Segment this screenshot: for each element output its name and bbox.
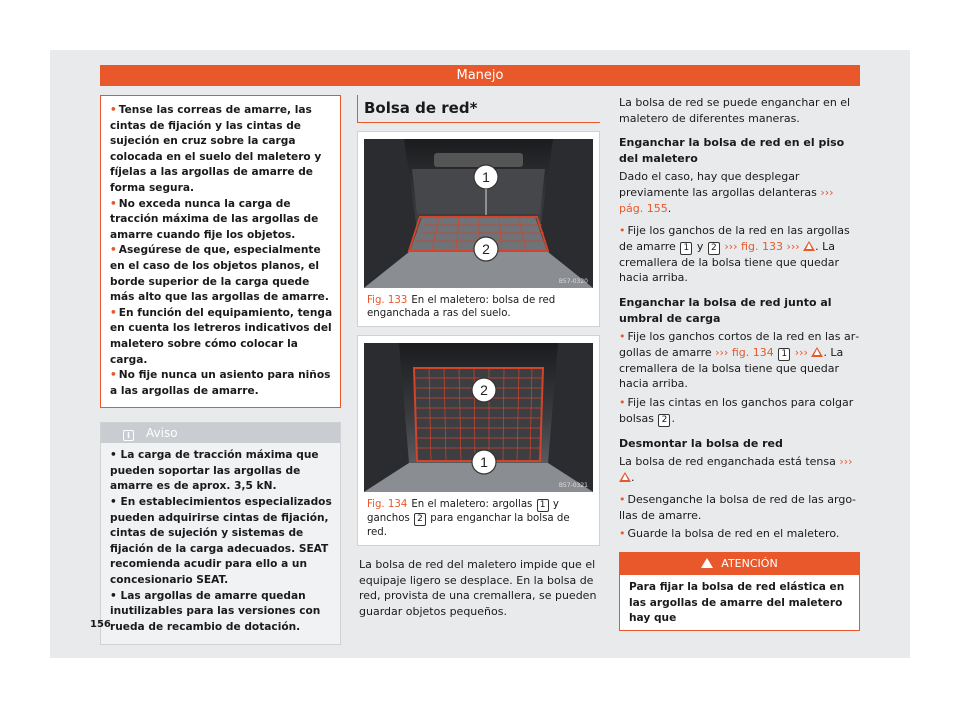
list-item: • Desenganche la bolsa de red de las argollas de amarre. — [619, 493, 857, 522]
callout-badge: 2 — [658, 414, 670, 427]
bullet-icon: • — [619, 330, 626, 344]
left-column — [100, 95, 340, 645]
middle-column — [357, 95, 600, 619]
note-header — [101, 423, 340, 443]
caution-header — [620, 553, 859, 575]
callout-2: 1 — [482, 169, 490, 185]
xref-arrow: ››› — [820, 185, 834, 199]
subheading: Enganchar la bolsa de red en el piso del maletero — [619, 136, 845, 165]
warning-box — [100, 95, 341, 408]
note-body — [101, 443, 340, 644]
note-box — [100, 422, 341, 645]
trunk-hanging-net-image — [364, 343, 593, 492]
list-item: • Guarde la bolsa de red en el maletero. — [619, 527, 840, 541]
callout-badge: 2 — [708, 242, 720, 255]
xref-arrow: ››› — [839, 455, 853, 469]
figure-134 — [357, 335, 600, 546]
body-paragraph: La bolsa de red del maletero impide que el equipaje ligero se desplace. En la bolsa de red, provista de una cremallera, se pueden guardar objetos pequeños. — [359, 558, 597, 618]
bullet-icon: • — [619, 224, 626, 238]
warning-triangle-icon — [803, 241, 815, 251]
list-item: • Fije las cintas en los ganchos para colgar bolsas 2 . — [619, 395, 854, 425]
warning-item: • Asegúrese de que, especialmente en el caso de los objetos planos, el borde superior de la carga quede más alto que las argollas de amarre. — [110, 244, 329, 304]
page-link[interactable]: pág. 155 — [619, 201, 668, 215]
xref-arrow: ››› — [794, 345, 808, 359]
warning-triangle-icon — [811, 347, 823, 357]
subheading: Enganchar la bolsa de red junto al umbral de carga — [619, 295, 832, 325]
list-item: • Fije los ganchos de la red en las argollas de amarre 1 y 2 ››› fig. 133 ››› . La cremallera de la bolsa tiene que quedar hacia arriba. — [619, 224, 850, 285]
warning-item: • No exceda nunca la carga de tracción máxima de las argollas de amarre cuando fije los objetos. — [110, 197, 319, 241]
image-code: B57-0321 — [558, 482, 588, 489]
caution-text: Para fijar la bolsa de red elástica en las argollas de amarre del maletero hay que — [629, 581, 845, 625]
callout-badge: 1 — [537, 499, 549, 512]
callout-badge: 1 — [778, 348, 790, 361]
warning-item: • En función del equipamiento, tenga en cuenta los letreros indicativos del maletero sobre cómo colocar la carga. — [110, 306, 333, 366]
bullet-icon: • — [619, 527, 626, 541]
figure-number: Fig. 134 — [367, 499, 408, 510]
figure-link[interactable]: fig. 134 — [731, 345, 774, 359]
callout-1: 1 — [480, 454, 488, 470]
list-item: • Fije los ganchos cortos de la red en las argollas de amarre ››› fig. 134 1 ››› . La cremallera de la bolsa tiene que quedar hacia arriba. — [619, 330, 860, 391]
bullet-icon: • — [110, 197, 117, 210]
figure-number: Fig. 133 — [367, 295, 408, 306]
xref-arrow: ››› — [786, 239, 800, 253]
caution-title: ATENCIÓN — [721, 557, 778, 571]
info-icon: i — [123, 430, 134, 441]
body-paragraph: La bolsa de red enganchada está tensa ››› . — [619, 455, 853, 484]
warning-triangle-icon — [701, 558, 713, 568]
right-column — [619, 95, 860, 631]
figure-caption: Fig. 133 En el maletero: bolsa de red enganchada a ras del suelo. — [367, 295, 556, 319]
section-header: Manejo — [100, 65, 860, 86]
section-title: Bolsa de red* — [357, 95, 600, 123]
note-item: • Las argollas de amarre quedan inutilizables para las versiones con rueda de recambio de dotación. — [110, 589, 321, 633]
bullet-icon: • — [619, 395, 626, 409]
note-title: Aviso — [146, 426, 178, 441]
xref-arrow: ››› — [715, 345, 729, 359]
trunk-floor-net-image — [364, 139, 593, 288]
figure-133 — [357, 131, 600, 327]
callout-2: 2 — [480, 382, 488, 398]
warning-triangle-icon — [619, 472, 631, 482]
warning-item: • Tense las correas de amarre, las cintas de fijación y las cintas de sujeción en cruz sobre la carga colocada en el suelo del maletero y fíjelas a las argollas de amarre de forma segura. — [110, 104, 322, 194]
bullet-icon: • — [110, 104, 117, 116]
image-code: B57-0320 — [558, 278, 588, 285]
intro-paragraph: La bolsa de red se puede enganchar en el maletero de diferentes maneras. — [619, 96, 851, 125]
bullet-icon: • — [619, 493, 626, 507]
bullet-icon: • — [110, 449, 121, 462]
bullet-icon: • — [110, 306, 117, 319]
bullet-icon: • — [110, 496, 121, 509]
note-item: • La carga de tracción máxima que pueden soportar las argollas de amarre es de aprox. 3,5 kN. — [110, 449, 319, 493]
bullet-icon: • — [110, 369, 117, 382]
callout-1: 2 — [482, 241, 490, 257]
callout-badge: 1 — [680, 242, 692, 255]
note-item: • En establecimientos especializados pueden adquirirse cintas de fijación, cintas de sujeción y sistemas de fijación de la carga adecuados. SEAT recomienda acudir para ello a un concesionario SEAT. — [110, 496, 332, 587]
warning-item: • No fije nunca un asiento para niños a las argollas de amarre. — [110, 369, 331, 397]
page-number: 156 — [90, 619, 111, 630]
trunk-illustration — [364, 139, 593, 288]
figure-caption: Fig. 134 En el maletero: argollas 1 y ganchos 2 para enganchar la bolsa de red. — [367, 499, 570, 538]
callout-badge: 2 — [414, 513, 426, 526]
body-paragraph: Dado el caso, hay que desplegar previamente las argollas delanteras ››› pág. 155. — [619, 170, 834, 215]
subheading: Desmontar la bolsa de red — [619, 436, 783, 450]
xref-arrow: ››› — [724, 239, 738, 253]
figure-link[interactable]: fig. 133 — [741, 239, 783, 253]
trunk-illustration — [364, 343, 593, 492]
bullet-icon: • — [110, 244, 117, 257]
bullet-icon: • — [110, 589, 121, 602]
caution-box — [619, 552, 860, 631]
